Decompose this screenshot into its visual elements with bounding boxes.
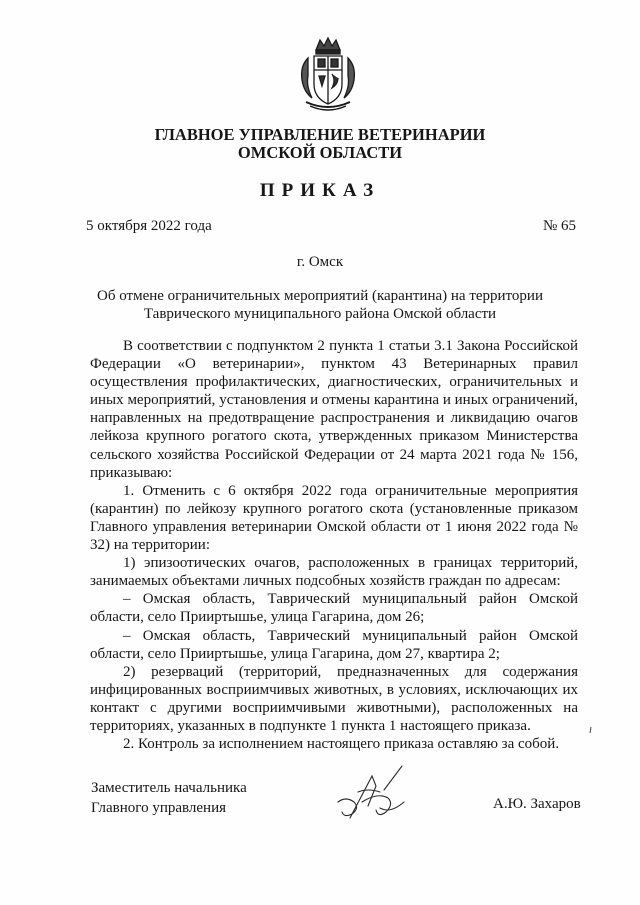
body-paragraph-address2: – Омская область, Таврический муниципальный район Омской области, село Прииртышье, улица Гагарина, дом 27, квартира 2;: [90, 627, 578, 662]
coat-of-arms-emblem: [296, 36, 360, 112]
document-city: г. Омск: [296, 254, 344, 270]
signatory-position-line2: Главного управления: [91, 800, 226, 816]
subject-line1: Об отмене ограничительных мероприятий (карантина) на территории: [97, 288, 543, 304]
signatory-position: [91, 778, 247, 818]
organization-name-line1: ГЛАВНОЕ УПРАВЛЕНИЕ ВЕТЕРИНАРИИ: [154, 125, 486, 144]
body-paragraph-address1: – Омская область, Таврический муниципальный район Омской области, село Прииртышье, улица Гагарина, дом 26;: [90, 591, 578, 626]
document-body: [90, 337, 578, 753]
subject-line2: Таврического муниципального района Омской области: [143, 306, 497, 322]
handwritten-signature: [332, 762, 412, 824]
body-paragraph-subitem1: 1) эпизоотических очагов, расположенных в границах территорий, занимаемых объектами личных подсобных хозяйств граждан по адресам:: [90, 555, 578, 590]
document-number: № 65: [543, 218, 577, 234]
organization-name-line2: ОМСКОЙ ОБЛАСТИ: [237, 143, 403, 162]
document-type-title: ПРИКАЗ: [259, 180, 381, 201]
stray-mark: [588, 726, 594, 734]
signatory-name: А.Ю. Захаров: [493, 796, 581, 812]
body-paragraph-preamble: В соответствии с подпунктом 2 пункта 1 статьи 3.1 Закона Российской Федерации «О ветеринарии», пунктом 43 Ветеринарных правил осуществления профилактических, диагностических, ограничительных и иных мероприятий, установления и отмены карантина и иных ограничений, направленных на предотвращение распространения и ликвидацию очагов лейкоза крупного рогатого скота, утвержденных приказом Министерства сельского хозяйства Российской Федерации от 24 марта 2021 года № 156, приказываю:: [90, 338, 578, 481]
body-paragraph-item1: 1. Отменить с 6 октября 2022 года ограничительные мероприятия (карантин) по лейкозу крупного рогатого скота (установленные приказом Главного управления ветеринарии Омской области от 1 июня 2022 года № 32) на территории:: [90, 482, 578, 554]
body-paragraph-subitem2: 2) резерваций (территорий, предназначенных для содержания инфицированных восприимчивых животных, в условиях, исключающих их контакт с другими восприимчивыми животными), расположенных на территориях, указанных в подпункте 1 пункта 1 настоящего приказа.: [90, 663, 578, 734]
document-date: 5 октября 2022 года: [86, 218, 212, 234]
signatory-position-line1: Заместитель начальника: [91, 780, 247, 796]
body-paragraph-item2: 2. Контроль за исполнением настоящего приказа оставляю за собой.: [123, 736, 560, 753]
document-subject: [0, 287, 640, 323]
